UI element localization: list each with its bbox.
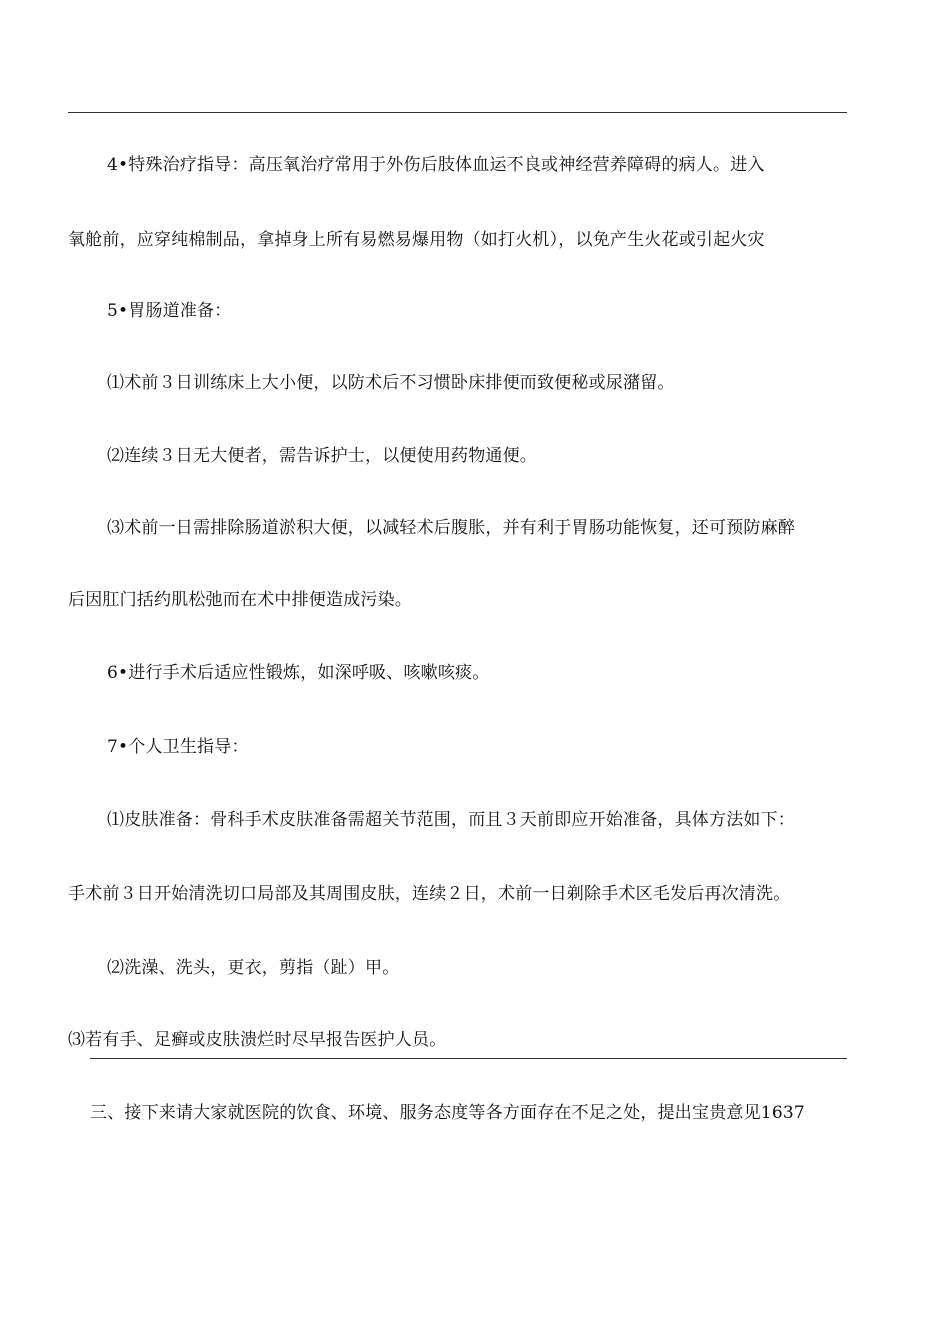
- paragraph-line-feedback: 三、接下来请大家就医院的饮食、环境、服务态度等各方面存在不足之处，提出宝贵意见1637: [90, 1103, 805, 1123]
- list-item-skin-ulcer-report: ⑶若有手、足癣或皮肤溃烂时尽早报告医护人员。: [68, 1030, 447, 1050]
- top-rule: [68, 112, 847, 113]
- list-item-skin-prep: ⑴皮肤准备：骨科手术皮肤准备需超关节范围，而且３天前即应开始准备，具体方法如下：: [107, 810, 795, 830]
- heading-gi-prep: 5•胃肠道准备：: [107, 301, 232, 321]
- paragraph-line-breathing-exercise: 6•进行手术后适应性锻炼，如深呼吸、咳嗽咳痰。: [107, 663, 490, 683]
- list-item-bathing: ⑵洗澡、洗头，更衣，剪指（趾）甲。: [107, 958, 400, 978]
- paragraph-line-oxygen-chamber: 氧舱前，应穿纯棉制品，拿掉身上所有易燃易爆用物（如打火机），以免产生火花或引起火灾: [68, 230, 765, 250]
- paragraph-line-contamination: 后因肛门括约肌松弛而在术中排便造成污染。: [68, 590, 412, 610]
- list-item-bedpan-training: ⑴术前３日训练床上大小便，以防术后不习惯卧床排便而致便秘或尿潴留。: [107, 373, 675, 393]
- list-item-bowel-clearing: ⑶术前一日需排除肠道淤积大便，以减轻术后腹胀，并有利于胃肠功能恢复，还可预防麻醉: [107, 518, 795, 538]
- list-item-no-bowel-movement: ⑵连续３日无大便者，需告诉护士，以便使用药物通便。: [107, 446, 537, 466]
- bottom-rule: [90, 1058, 847, 1059]
- heading-personal-hygiene: 7•个人卫生指导：: [107, 737, 249, 757]
- paragraph-line-skin-cleaning: 手术前３日开始清洗切口局部及其周围皮肤，连续２日，术前一日剃除手术区毛发后再次清洗。: [68, 884, 791, 904]
- paragraph-line-special-treatment: 4•特殊治疗指导：高压氧治疗常用于外伤后肢体血运不良或神经营养障碍的病人。进入: [107, 155, 765, 175]
